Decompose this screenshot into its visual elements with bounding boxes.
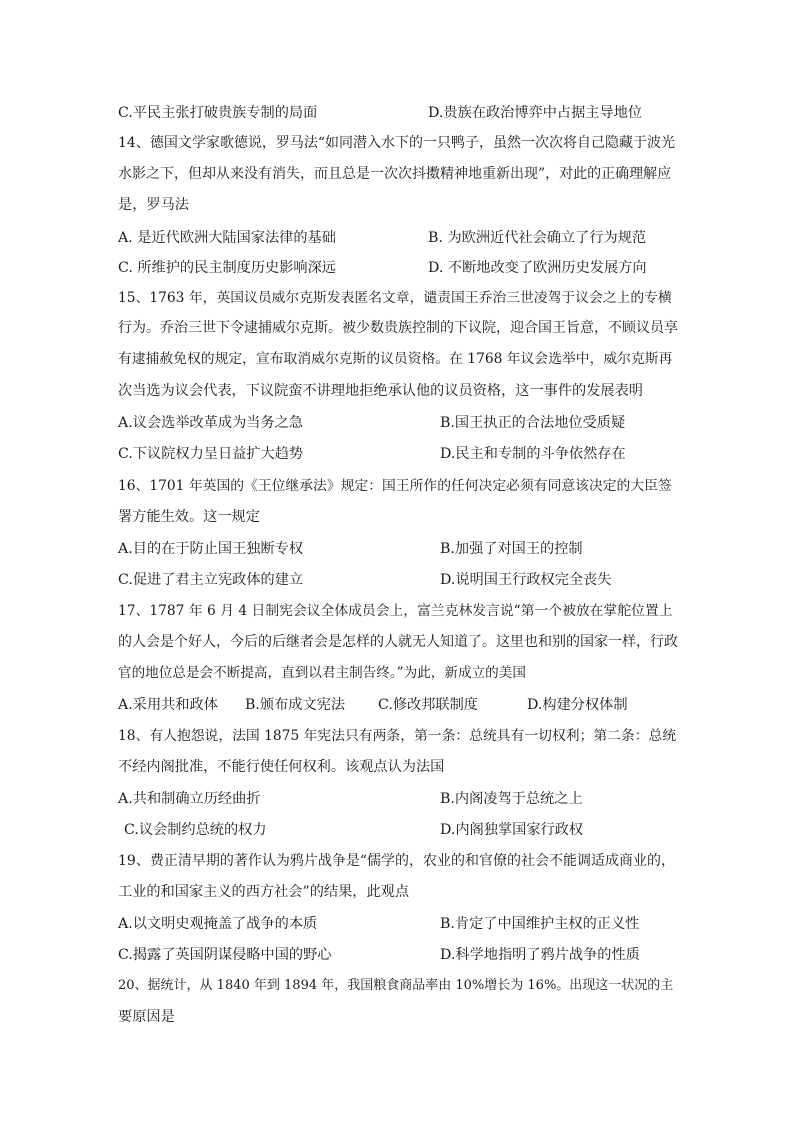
q14-option-b: B. 为欧洲近代社会确立了行为规范 [428, 230, 647, 246]
q14-stem-line-1: 14、德国文学家歌德说，罗马法“如同潜入水下的一只鸭子，虽然一次次将自己隐藏于波光 [118, 135, 675, 151]
q16-option-d: D.说明国王行政权完全丧失 [440, 572, 612, 588]
q17-option-a: A.采用共和政体 [118, 697, 218, 713]
q18-option-b: B.内阁凌驾于总统之上 [440, 791, 583, 807]
q15-stem-line-3: 有逮捕赦免权的规定，宣布取消威尔克斯的议员资格。在 1768 年议会选举中，威尔克斯再 [118, 351, 673, 367]
q18-option-d: D.内阁独掌国家行政权 [440, 822, 584, 838]
q20-stem-line-1: 20、据统计，从 1840 年到 1894 年，我国粮食商品率由 10%增长为 16%。出现这一状况的主 [118, 978, 674, 993]
q13-option-d: D.贵族在政治博弈中占据主导地位 [428, 105, 643, 121]
q16-stem-line-1: 16、1701 年英国的《王位继承法》规定：国王所作的任何决定必须有同意该决定的大臣签 [118, 478, 672, 494]
q14-option-c: C. 所维护的民主制度历史影响深远 [118, 260, 336, 276]
q13-option-c: C.平民主张打破贵族专制的局面 [118, 105, 318, 121]
q15-option-c: C.下议院权力呈日益扩大趋势 [118, 446, 304, 462]
q14-stem-line-3: 是，罗马法 [118, 197, 189, 213]
q17-option-d: D.构建分权体制 [527, 697, 628, 713]
q18-stem-line-2: 不经内阁批准，不能行使任何权利。该观点认为法国 [118, 759, 445, 775]
q14-option-d: D. 不断地改变了欧洲历史发展方向 [428, 260, 647, 276]
q17-option-c: C.修改邦联制度 [378, 697, 478, 713]
q17-option-b: B.颁布成文宪法 [245, 697, 346, 713]
q18-option-c: C.议会制约总统的权力 [124, 822, 267, 838]
q15-option-b: B.国王执正的合法地位受质疑 [440, 415, 626, 431]
q17-stem-line-1: 17、1787 年 6 月 4 日制宪会议全体成员会上，富兰克林发言说“第一个被放在掌舵位置上 [118, 603, 673, 619]
q16-option-a: A.目的在于防止国王独断专权 [118, 541, 304, 557]
q16-stem-line-2: 署方能生效。这一规定 [118, 509, 260, 525]
q17-stem-line-3: 官的地位总是会不断提高，直到以君主制告终。”为此，新成立的美国 [118, 665, 526, 681]
q19-option-c: C.揭露了英国阴谋侵略中国的野心 [118, 947, 332, 963]
q15-option-d: D.民主和专制的斗争依然存在 [440, 446, 626, 462]
q19-option-d: D.科学地指明了鸦片战争的性质 [440, 947, 640, 963]
q16-option-b: B.加强了对国王的控制 [440, 541, 583, 557]
q15-stem-line-1: 15、1763 年，英国议员威尔克斯发表匿名文章，谴责国王乔治三世凌驾于议会之上的专横 [118, 290, 672, 306]
q19-stem-line-2: 工业的和国家主义的西方社会”的结果，此观点 [118, 884, 410, 900]
q17-stem-line-2: 的人会是个好人，今后的后继者会是怎样的人就无人知道了。这里也和别的国家一样，行政 [118, 634, 678, 650]
q15-option-a: A.议会选举改革成为当务之急 [118, 415, 304, 431]
q18-option-a: A.共和制确立历经曲折 [118, 791, 261, 807]
q19-stem-line-1: 19、费正清早期的著作认为鸦片战争是“儒学的，农业的和官僚的社会不能调适成商业的， [118, 853, 675, 869]
q19-option-b: B.肯定了中国维护主权的正义性 [440, 916, 640, 932]
q18-stem-line-1: 18、有人抱怨说，法国 1875 年宪法只有两条，第一条：总统具有一切权利；第二条：总统 [118, 728, 677, 744]
q15-stem-line-2: 行为。乔治三世下令逮捕威尔克斯。被少数贵族控制的下议院，迎合国王旨意，不顾议员享 [118, 320, 678, 336]
q19-option-a: A.以文明史观掩盖了战争的本质 [118, 916, 318, 932]
q20-stem-line-2: 要原因是 [118, 1009, 175, 1025]
q14-option-a: A. 是近代欧洲大陆国家法律的基础 [118, 230, 336, 246]
q14-stem-line-2: 水影之下，但却从来没有消失，而且总是一次次抖擞精神地重新出现”，对此的正确理解应 [118, 166, 672, 182]
q16-option-c: C.促进了君主立宪政体的建立 [118, 572, 304, 588]
q15-stem-line-4: 次当选为议会代表，下议院蛮不讲理地拒绝承认他的议员资格，这一事件的发展表明 [118, 383, 643, 399]
